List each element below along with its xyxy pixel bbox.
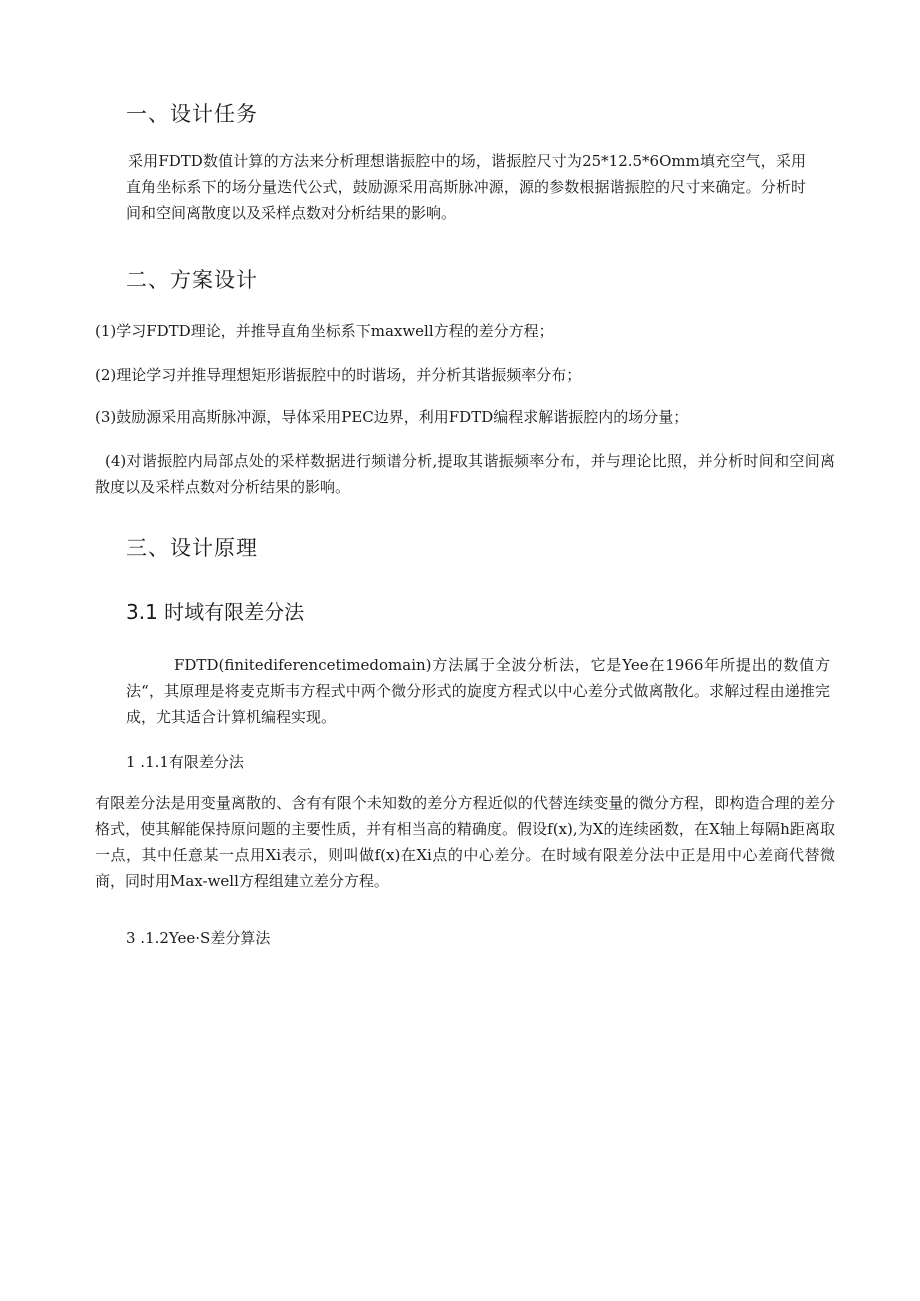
subsection-3-1-body: FDTD(finitediferencetimedomain)方法属于全波分析法，它是Yee在1966年所提出的数值方法“，其原理是将麦克斯韦方程式中两个微分形式的旋度方程式以中心差分式做离散化。求解过程由递推完成，尤其适合计算机编程实现。 [126, 656, 830, 726]
design-item-2: (2)理论学习并推导理想矩形谐振腔中的时谐场，并分析其谐振频率分布； [95, 366, 582, 384]
subsection-3-1-2-heading: 3 .1.2Yee·S差分算法 [126, 929, 271, 947]
design-item-1: (1)学习FDTD理论，并推导直角坐标系下maxwell方程的差分方程； [95, 322, 554, 340]
design-item-4: (4)对谐振腔内局部点处的采样数据进行频谱分析,提取其谐振频率分布，并与理论比照，并分析时间和空间离散度以及采样点数对分析结果的影响。 [95, 452, 835, 496]
section-2-heading: 二、方案设计 [126, 268, 258, 292]
subsection-3-1-heading: 3.1 时域有限差分法 [126, 600, 305, 624]
design-item-3: (3)鼓励源采用高斯脉冲源，导体采用PEC边界，利用FDTD编程求解谐振腔内的场分量； [95, 408, 689, 426]
subsection-3-1-1-heading: 1 .1.1有限差分法 [126, 753, 244, 771]
section-1-heading: 一、设计任务 [126, 102, 258, 126]
section-1-body: 采用FDTD数值计算的方法来分析理想谐振腔中的场，谐振腔尺寸为25*12.5*6Omm填充空气，采用直角坐标系下的场分量迭代公式，鼓励源采用高斯脉冲源，源的参数根据谐振腔的尺寸来确定。分析时间和空间离散度以及采样点数对分析结果的影响。 [126, 152, 806, 222]
section-3-heading: 三、设计原理 [126, 536, 258, 560]
subsection-3-1-1-body: 有限差分法是用变量离散的、含有有限个未知数的差分方程近似的代替连续变量的微分方程，即构造合理的差分格式，使其解能保持原问题的主要性质，并有相当高的精确度。假设f(x),为X的连续函数，在X轴上每隔h距离取一点，其中任意某一点用Xi表示，则叫做f(x)在Xi点的中心差分。在时域有限差分法中正是用中心差商代替微商，同时用Max-well方程组建立差分方程。 [95, 794, 835, 890]
